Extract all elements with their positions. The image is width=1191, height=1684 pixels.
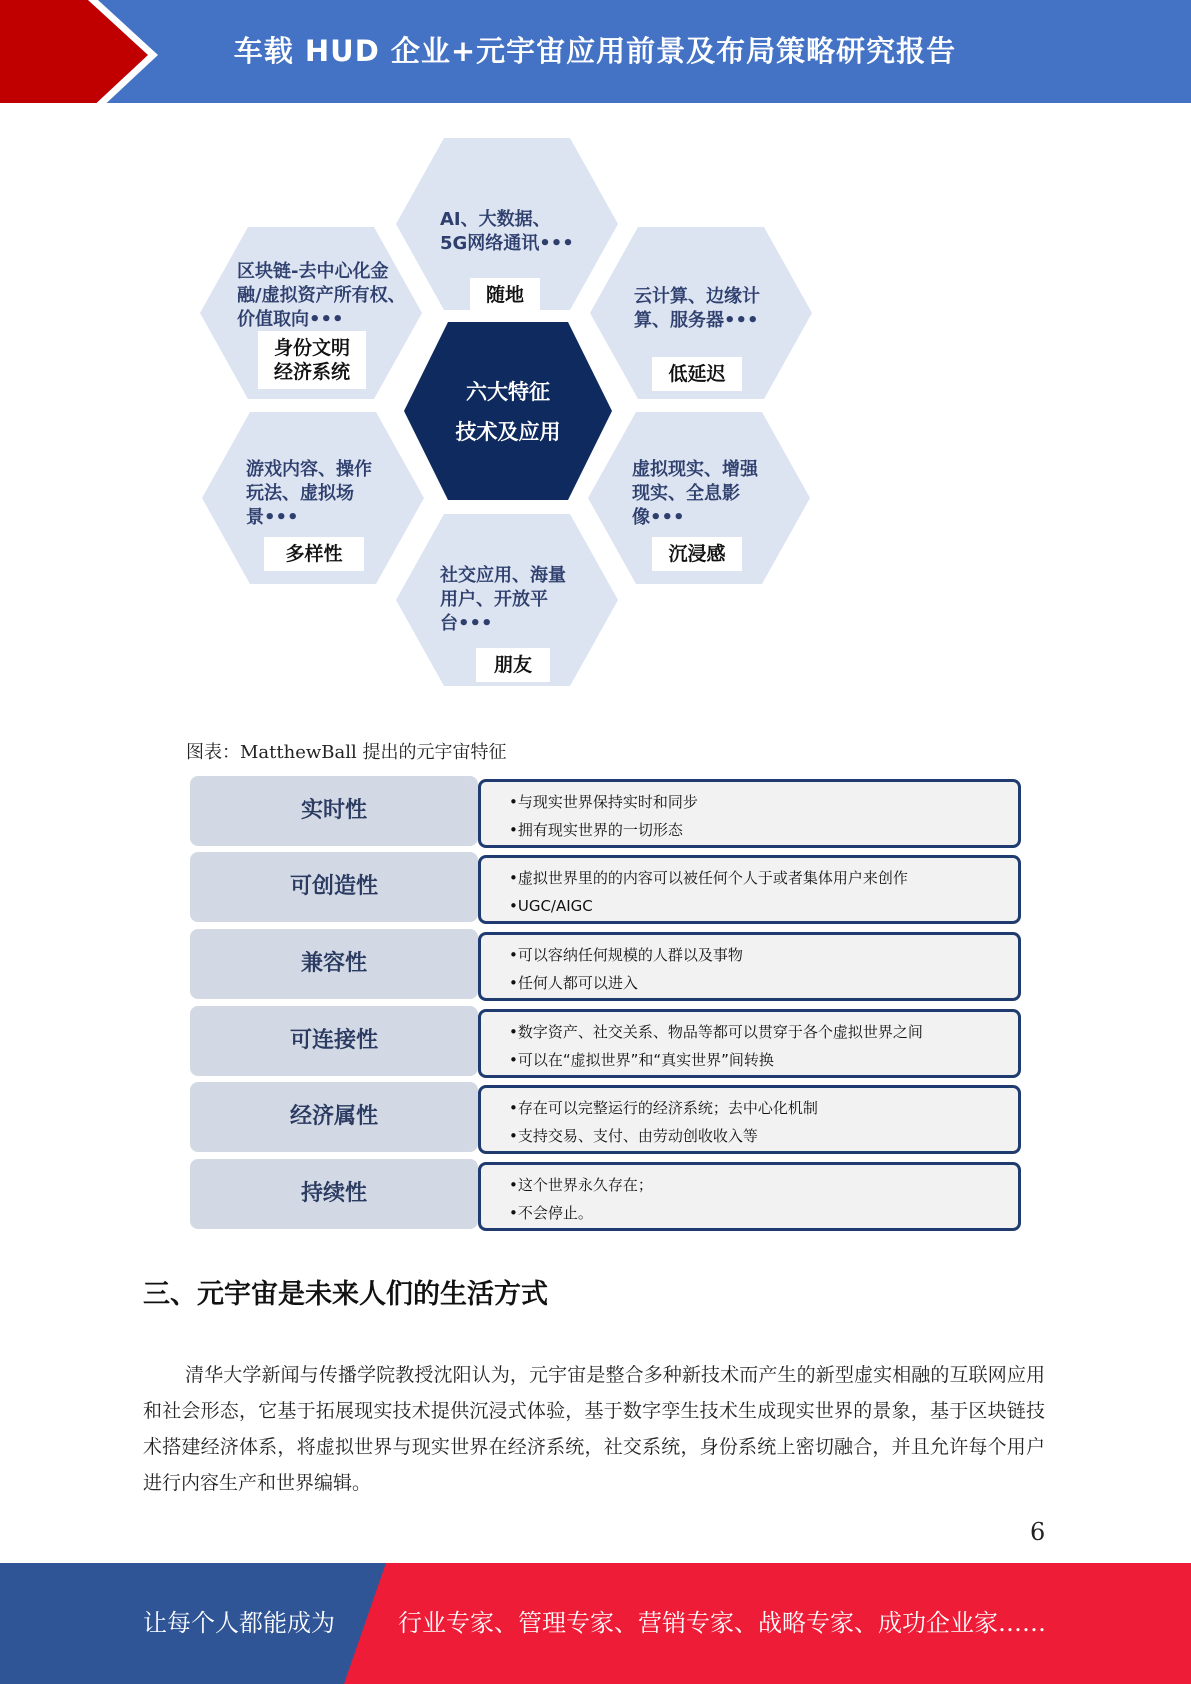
table-row <box>190 776 994 846</box>
characteristic-name: 可创造性 <box>190 852 478 922</box>
footer-slogan-right: 行业专家、管理专家、营销专家、战略专家、成功企业家…… <box>398 1609 1046 1637</box>
characteristic-description: •虚拟世界里的的内容可以被任何个人于或者集体用户来创作 •UGC/AIGC <box>478 855 1021 924</box>
table-row <box>190 1159 994 1229</box>
center-title-line1: 六大特征 <box>466 380 550 404</box>
hexagon-label: 身份文明 经济系统 <box>258 331 366 389</box>
hexagon-immersion <box>588 412 810 584</box>
footer-slogan-left: 让每个人都能成为 <box>143 1609 335 1637</box>
hexagon-label: 沉浸感 <box>652 537 742 571</box>
section-heading: 三、元宇宙是未来人们的生活方式 <box>143 1279 548 1310</box>
table-row <box>190 852 994 922</box>
six-features-diagram <box>0 130 1191 690</box>
characteristic-description: •与现实世界保持实时和同步 •拥有现实世界的一切形态 <box>478 779 1021 848</box>
body-paragraph: 清华大学新闻与传播学院教授沈阳认为，元宇宙是整合多种新技术而产生的新型虚实相融的互联网应用和社会形态，它基于拓展现实技术提供沉浸式体验，基于数字孪生技术生成现实世界的景象，基于区块链技术搭建经济体系，将虚拟世界与现实世界在经济系统，社交系统，身份系统上密切融合，并且允许每个用户进行内容生产和世界编辑。 <box>143 1364 1045 1494</box>
table-row <box>190 929 994 999</box>
characteristic-description: •数字资产、社交关系、物品等都可以贯穿于各个虚拟世界之间 •可以在“虚拟世界”和“真实世界”间转换 <box>478 1009 1021 1078</box>
figure-caption: 图表：MatthewBall 提出的元宇宙特征 <box>186 742 507 763</box>
hexagon-description: 游戏内容、操作 玩法、虚拟场 景••• <box>246 459 372 528</box>
hexagon-low-latency <box>590 227 812 399</box>
hexagon-label: 随地 <box>470 278 540 312</box>
characteristic-name: 经济属性 <box>190 1082 478 1152</box>
hexagon-anywhere <box>396 138 618 310</box>
report-title: 车载 HUD 企业+元宇宙应用前景及布局策略研究报告 <box>233 34 957 68</box>
characteristic-description: •存在可以完整运行的经济系统；去中心化机制 •支持交易、支付、由劳动创收收入等 <box>478 1085 1021 1154</box>
characteristic-name: 兼容性 <box>190 929 478 999</box>
hexagon-label: 低延迟 <box>652 357 742 391</box>
hexagon-label: 多样性 <box>264 537 364 571</box>
hexagon-description: 社交应用、海量 用户、开放平 台••• <box>440 565 566 634</box>
page-footer <box>0 1563 1191 1684</box>
characteristic-description: •可以容纳任何规模的人群以及事物 •任何人都可以进入 <box>478 932 1021 1001</box>
hexagon-label: 朋友 <box>476 648 550 682</box>
table-row <box>190 1006 994 1076</box>
characteristic-name: 实时性 <box>190 776 478 846</box>
hexagon-diversity <box>202 412 424 584</box>
characteristic-description: •这个世界永久存在； •不会停止。 <box>478 1162 1021 1231</box>
characteristic-name: 可连接性 <box>190 1006 478 1076</box>
hexagon-friends <box>396 514 618 686</box>
page-number: 6 <box>1030 1518 1046 1546</box>
table-row <box>190 1082 994 1152</box>
hexagon-identity-economy <box>200 227 422 399</box>
characteristic-name: 持续性 <box>190 1159 478 1229</box>
hexagon-description: 虚拟现实、增强 现实、全息影 像••• <box>632 459 758 528</box>
center-hexagon <box>404 322 612 500</box>
hexagon-description: 区块链-去中心化金 融/虚拟资产所有权、 价值取向••• <box>237 261 406 330</box>
hexagon-description: AI、大数据、 5G网络通讯••• <box>440 209 574 254</box>
center-title-line2: 技术及应用 <box>455 420 561 444</box>
hexagon-description: 云计算、边缘计 算、服务器••• <box>634 286 760 331</box>
page-header <box>0 0 1191 111</box>
